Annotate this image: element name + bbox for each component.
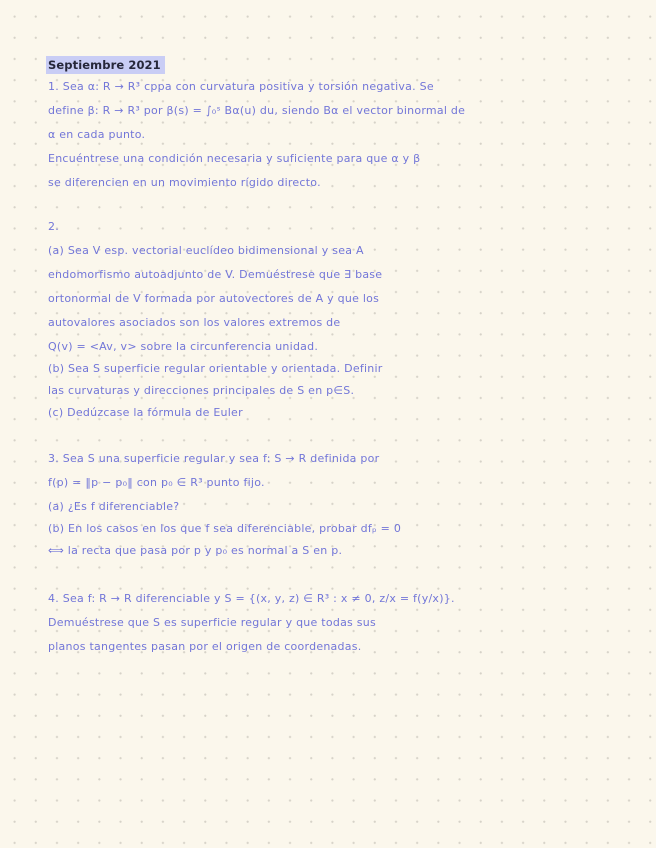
problem-2-line-3: ortonormal de V formada por autovectores de A y que los [48,292,380,305]
problem-1-line-5: se diferencien en un movimiento rígido directo. [48,176,321,189]
problem-3-line-1: 3. Sea S una superficie regular y sea f: S → R definida por [48,452,380,465]
problem-4-line-2: Demuéstrese que S es superficie regular y que todas sus [48,616,376,629]
date-heading: Septiembre 2021 [46,56,165,74]
problem-2-line-2: endomorfismo autoadjunto de V. Demuéstrese que ∃ base [48,268,383,281]
problem-3-line-5: ⟺ la recta que pasa por p y p₀ es normal a S en p. [48,544,343,557]
problem-4-line-1: 4. Sea f: R → R diferenciable y S = {(x, y, z) ∈ R³ : x ≠ 0, z/x = f(y/x)}. [48,592,455,605]
problem-2-line-8: (c) Dedúzcase la fórmula de Euler [48,406,243,419]
problem-3-line-3: (a) ¿Es f diferenciable? [48,500,180,513]
problem-2-line-5: Q(v) = <Av, v> sobre la circunferencia unidad. [48,340,319,353]
problem-2-number: 2. [48,220,59,233]
problem-2-line-1: (a) Sea V esp. vectorial euclídeo bidimensional y sea A [48,244,364,257]
problem-2-line-7: las curvaturas y direcciones principales de S en p∈S. [48,384,355,397]
problem-1-line-2: define β: R → R³ por β(s) = ∫₀ˢ Bα(u) du, siendo Bα el vector binormal de [48,104,466,117]
problem-4-line-3: planos tangentes pasan por el origen de coordenadas. [48,640,362,653]
problem-1-line-4: Encuéntrese una condición necesaria y suficiente para que α y β [48,152,421,165]
problem-3-line-2: f(p) = ‖p − p₀‖ con p₀ ∈ R³ punto fijo. [48,476,265,489]
problem-1-line-3: α en cada punto. [48,128,146,141]
problem-2-line-4: autovalores asociados son los valores extremos de [48,316,341,329]
problem-2-line-6: (b) Sea S superficie regular orientable y orientada. Definir [48,362,383,375]
problem-3-line-4: (b) En los casos en los que f sea diferenciable, probar dfₚ = 0 [48,522,402,535]
problem-1-line-1: 1. Sea α: R → R³ cppa con curvatura positiva y torsión negativa. Se [48,80,434,93]
